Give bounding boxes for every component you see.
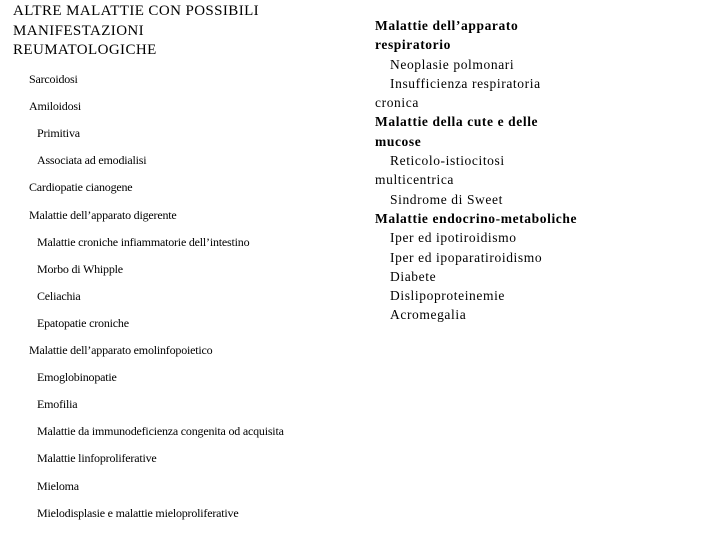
list-item: Primitiva: [37, 126, 80, 141]
section-heading: Malattie dell’apparato: [375, 18, 519, 33]
list-item: Neoplasie polmonari: [390, 56, 515, 72]
list-item: Iper ed ipotiroidismo: [390, 230, 517, 246]
list-item: Celiachia: [37, 288, 81, 303]
list-item: Malattie linfoproliferative: [37, 451, 157, 466]
list-item: Epatopatie croniche: [37, 315, 129, 330]
list-item: Malattie da immunodeficienza congenita od acquisita: [37, 424, 284, 439]
list-item: Malattie croniche infiammatorie dell’intestino: [37, 234, 250, 249]
list-item: Morbo di Whipple: [37, 261, 123, 276]
list-heading: Sarcoidosi: [29, 72, 78, 86]
section-heading: mucose: [375, 133, 422, 149]
list-item: Acromegalia: [390, 307, 467, 323]
list-heading: Malattie dell’apparato emolinfopoietico: [29, 343, 213, 357]
list-heading: Malattie dell’apparato digerente: [29, 207, 177, 222]
list-item: Dislipoproteinemie: [390, 288, 506, 304]
list-item: Insufficienza respiratoria: [390, 75, 541, 91]
section-heading: Malattie della cute e delle: [375, 114, 539, 130]
list-item: cronica: [375, 95, 419, 111]
title-line: MANIFESTAZIONI: [13, 22, 145, 39]
list-item: Emofilia: [37, 397, 78, 412]
list-item: Mielodisplasie e malattie mieloproliferative: [37, 505, 239, 520]
list-item: multicentrica: [375, 172, 455, 188]
section-heading: Malattie endocrino-metaboliche: [375, 210, 578, 226]
list-item: Sindrome di Sweet: [390, 191, 503, 207]
section-heading: respiratorio: [375, 37, 451, 53]
list-item: Emoglobinopatie: [37, 370, 117, 385]
list-heading: Amiloidosi: [29, 99, 82, 114]
right-disease-list: [375, 16, 665, 325]
list-item: Associata ad emodialisi: [37, 153, 147, 168]
list-heading: Cardiopatie cianogene: [29, 180, 133, 195]
list-item: Mieloma: [37, 478, 79, 493]
list-item: Reticolo-istiocitosi: [390, 153, 505, 169]
title-line: ALTRE MALATTIE CON POSSIBILI: [13, 3, 260, 19]
title-line: REUMATOLOGICHE: [13, 42, 157, 58]
list-item: Iper ed ipoparatiroidismo: [390, 249, 543, 265]
list-item: Diabete: [390, 268, 437, 284]
